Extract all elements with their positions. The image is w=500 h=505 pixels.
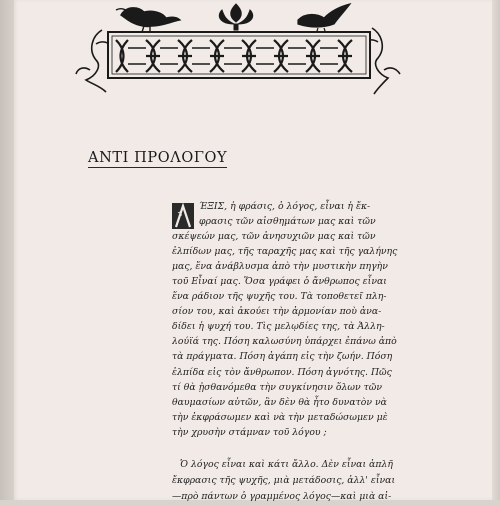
text-line: ἔκφρασις τῆς ψυχῆς, μιὰ μετάδοσις, ἀλλ' εἶναι [172,475,396,486]
text-line: λούϊά της. Πόση καλωσύνη ὑπάρχει ἐπάνω ἀπὸ [172,336,397,348]
text-line: ἕνα ράδιον τῆς ψυχῆς του. Τὰ τοποθετεῖ πλη- [172,291,387,303]
decorative-headpiece [66,0,406,100]
fleur-ornament [219,4,252,30]
text-line: τὰ πράγματα. Πόση ἀγάπη εἰς τὴν ζωήν. Πόση [172,351,393,363]
text-line: φρασις τῶν αἰσθημάτων μας καὶ τῶν [199,216,376,228]
text-line: ΈΞΙΣ, ἡ φράσις, ὁ λόγος, εἶναι ἡ ἔκ- [199,201,371,212]
text-line: τὴν χρυσὴν στάμναν τοῦ λόγου ; [172,426,327,438]
text-line: ἐλπίδα εἰς τὸν ἄνθρωπον. Πόση ἀγνότης. Πῶς [172,366,392,378]
page-edge [492,0,500,500]
bird-ornament-left [116,8,180,32]
knotwork-band [108,32,370,78]
text-line: σίον του, καὶ ἀκούει τὴν ἁρμονίαν ποὺ ἀνα- [172,306,382,318]
book-spine-shadow [0,0,14,500]
text-line: τί θὰ ᾐσθανόμεθα τὴν συγκίνησιν ὅλων τῶν [172,381,382,393]
page-title: ΑΝΤΙ ΠΡΟΛΟΓΟΥ [88,150,228,166]
text-line: —πρὸ πάντων ὁ γραμμένος λόγος—καὶ μιὰ αἰ- [172,491,392,502]
bird-ornament-right [298,4,350,34]
scroll-ornament-left [76,30,112,92]
text-line: θαυμασίων αὐτῶν, ἂν δὲν θὰ ἦτο δυνατὸν νὰ [172,396,387,408]
text-line: τὴν ἐκφράσωμεν καὶ νὰ τὴν μεταδώσωμεν μὲ [172,411,388,423]
text-line: Ὁ λόγος εἶναι καὶ κάτι ἄλλο. Δὲν εἶναι ἁπλῆ [180,459,393,470]
text-line: τοῦ Εἶναί μας. Ὅσα γράφει ὁ ἄνθρωπος εἶναι [172,276,387,288]
paragraph-2 [172,457,462,505]
paragraph-1 [172,199,462,440]
text-line: μας, ἕνα ἀνάβλυσμα ἀπὸ τὴν μυστικὴν πηγὴν [172,261,388,273]
text-line: σκέψεών μας, τῶν ἀνησυχιῶν μας καὶ τῶν [172,231,376,243]
text-line: ἐλπίδων μας, τῆς ταραχῆς μας καὶ τῆς γαλήνης [172,246,398,258]
text-line: δίδει ἡ ψυχή του. Τὶς μελῳδίες της, τὰ Ἀλλη- [172,321,385,333]
